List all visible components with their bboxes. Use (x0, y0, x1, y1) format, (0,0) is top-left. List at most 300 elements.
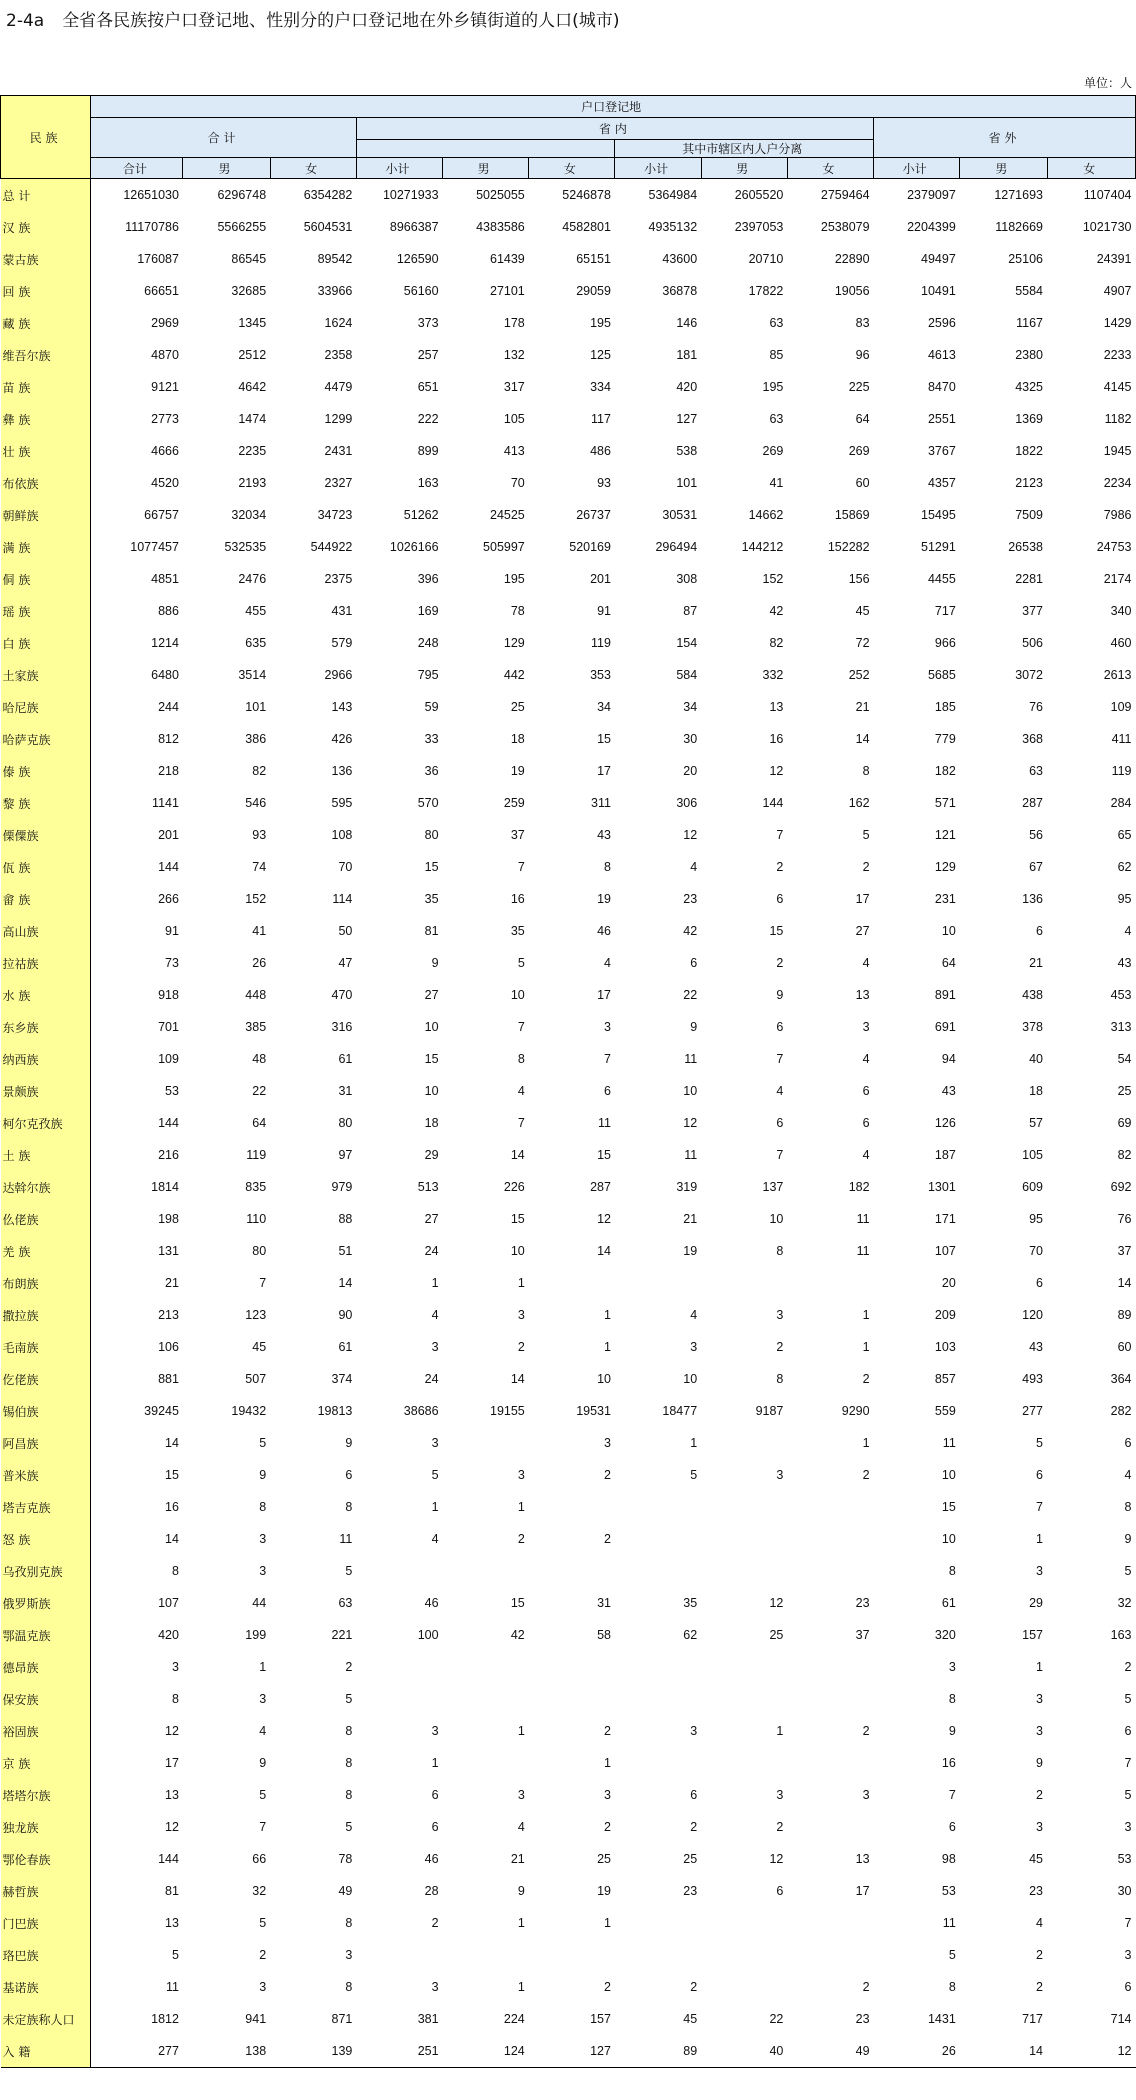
value-cell: 6 (1036, 924, 1043, 938)
value-cell: 23 (683, 1884, 698, 1898)
value-cell: 269 (762, 444, 784, 458)
value-cell: 2235 (238, 444, 267, 458)
value-cell: 121 (934, 828, 956, 842)
value-cell: 72 (855, 636, 870, 650)
table-row (1, 499, 1136, 531)
value-cell: 16 (165, 1500, 179, 1514)
value-cell: 4 (1124, 1468, 1132, 1482)
value-cell: 1812 (151, 2012, 179, 2026)
ethnic-name-cell: 阿昌族 (1, 1427, 91, 1459)
value-cell: 61 (941, 1596, 956, 1610)
value-cell: 570 (417, 796, 439, 810)
value-cell: 3 (517, 1468, 525, 1482)
value-cell: 19155 (490, 1404, 525, 1418)
value-cell: 1299 (324, 412, 353, 426)
table-row (1, 1171, 1136, 1203)
value-cell: 332 (762, 668, 784, 682)
value-cell: 10 (597, 1372, 611, 1386)
value-cell: 144 (762, 796, 784, 810)
table-row (1, 1363, 1136, 1395)
value-cell: 11 (684, 1052, 698, 1066)
value-cell (701, 1747, 787, 1779)
value-cell: 33966 (317, 284, 353, 298)
table-row (1, 243, 1136, 275)
value-cell: 5 (1124, 1788, 1132, 1802)
value-cell: 45 (1029, 1852, 1043, 1866)
value-cell: 2 (776, 860, 784, 874)
value-cell (787, 1555, 873, 1587)
value-cell: 49 (787, 2035, 873, 2068)
value-cell: 2193 (238, 476, 267, 490)
ethnic-name-cell: 撒拉族 (1, 1299, 91, 1331)
value-cell: 26 (874, 2035, 960, 2068)
value-cell: 538 (676, 444, 698, 458)
ethnic-name-cell: 哈萨克族 (1, 723, 91, 755)
value-cell: 886 (158, 604, 179, 618)
value-cell: 82 (769, 636, 784, 650)
value-cell: 110 (246, 1212, 267, 1226)
table-row (1, 1587, 1136, 1619)
value-cell: 109 (158, 1052, 179, 1066)
value-cell: 15 (165, 1468, 179, 1482)
value-cell: 14 (165, 1436, 179, 1450)
value-cell: 31 (338, 1084, 353, 1098)
value-cell: 19432 (231, 1404, 267, 1418)
value-cell: 101 (676, 476, 698, 490)
value-cell: 107 (934, 1244, 956, 1258)
value-cell: 5 (517, 956, 525, 970)
ethnic-name-cell: 蒙古族 (1, 243, 91, 275)
value-cell: 224 (503, 2012, 525, 2026)
table-row (1, 915, 1136, 947)
value-cell: 105 (503, 412, 525, 426)
value-cell: 377 (1022, 604, 1043, 618)
value-cell: 42 (769, 604, 784, 618)
value-cell: 2759464 (820, 188, 870, 202)
value-cell: 584 (676, 668, 698, 682)
value-cell: 10 (424, 1020, 439, 1034)
value-cell: 15869 (834, 508, 870, 522)
value-cell: 2 (431, 1916, 439, 1930)
value-cell: 7 (517, 1020, 525, 1034)
value-cell: 12 (1047, 2035, 1136, 2068)
value-cell: 979 (331, 1180, 353, 1194)
value-cell (529, 1683, 615, 1715)
value-cell (615, 1939, 701, 1971)
ethnic-name-cell: 东乡族 (1, 1011, 91, 1043)
value-cell: 51 (338, 1244, 353, 1258)
value-cell: 163 (1110, 1628, 1132, 1642)
value-cell: 23 (683, 892, 698, 906)
value-cell: 3 (431, 1980, 439, 1994)
value-cell: 195 (503, 572, 525, 586)
value-cell: 2379097 (907, 188, 956, 202)
value-cell: 6354282 (303, 188, 353, 202)
value-cell: 486 (590, 444, 611, 458)
table-row (1, 1427, 1136, 1459)
table-row (1, 1395, 1136, 1427)
value-cell: 25 (1117, 1084, 1132, 1098)
value-cell: 81 (165, 1884, 179, 1898)
value-cell: 11 (684, 1148, 698, 1162)
value-cell (443, 1683, 529, 1715)
ethnic-name-cell: 侗 族 (1, 563, 91, 595)
value-cell: 80 (424, 828, 439, 842)
value-cell: 6 (1036, 1468, 1043, 1482)
value-cell: 10 (510, 988, 525, 1002)
value-cell: 29 (1029, 1596, 1043, 1610)
value-cell: 3 (259, 1532, 267, 1546)
value-cell: 717 (1022, 2012, 1043, 2026)
value-cell: 4383586 (476, 220, 525, 234)
value-cell: 2 (1036, 1788, 1043, 1802)
value-cell: 11 (165, 1980, 179, 1994)
value-cell: 244 (158, 700, 179, 714)
value-cell: 144 (158, 1116, 179, 1130)
value-cell: 123 (245, 1308, 267, 1322)
value-cell: 15 (510, 1596, 525, 1610)
ethnic-name-cell: 佤 族 (1, 851, 91, 883)
value-cell: 2 (517, 1532, 525, 1546)
table-row (1, 403, 1136, 435)
value-cell (701, 1555, 787, 1587)
value-cell: 7 (517, 1116, 525, 1130)
value-cell: 89 (1117, 1308, 1132, 1322)
value-cell: 3 (1036, 1692, 1043, 1706)
value-cell: 18 (510, 732, 525, 746)
value-cell: 6480 (151, 668, 179, 682)
value-cell: 2 (776, 1340, 784, 1354)
value-cell: 5 (431, 1468, 439, 1482)
value-cell: 9 (776, 988, 784, 1002)
ethnic-name-cell: 珞巴族 (1, 1939, 91, 1971)
value-cell (787, 1683, 873, 1715)
value-cell: 29 (424, 1148, 439, 1162)
value-cell: 63 (769, 412, 784, 426)
table-row (1, 1523, 1136, 1555)
value-cell: 1077457 (130, 540, 179, 554)
value-cell: 21 (510, 1852, 525, 1866)
value-cell: 8966387 (389, 220, 439, 234)
value-cell: 420 (676, 380, 698, 394)
value-cell: 56 (1029, 828, 1043, 842)
value-cell: 60 (1117, 1340, 1132, 1354)
value-cell: 1301 (927, 1180, 956, 1194)
value-cell: 2234 (1103, 476, 1132, 490)
col-female: 女 (270, 158, 356, 179)
value-cell: 6 (948, 1820, 956, 1834)
value-cell: 15 (424, 860, 439, 874)
table-row (1, 467, 1136, 499)
value-cell: 5685 (927, 668, 956, 682)
value-cell: 4 (517, 1820, 525, 1834)
value-cell: 14 (855, 732, 870, 746)
value-cell: 66757 (144, 508, 179, 522)
col-subtotal: 小计 (356, 158, 442, 179)
table-row (1, 1619, 1136, 1651)
value-cell: 287 (590, 1180, 611, 1194)
ethnic-name-cell: 毛南族 (1, 1331, 91, 1363)
value-cell: 455 (245, 604, 267, 618)
value-cell: 12 (683, 1116, 698, 1130)
value-cell (787, 1523, 873, 1555)
value-cell: 11 (942, 1916, 956, 1930)
value-cell: 10 (769, 1212, 784, 1226)
value-cell: 319 (676, 1180, 698, 1194)
value-cell: 15 (597, 1148, 611, 1162)
ethnic-name-cell: 瑶 族 (1, 595, 91, 627)
value-cell: 251 (356, 2035, 442, 2068)
value-cell: 209 (934, 1308, 956, 1322)
value-cell: 9 (259, 1756, 267, 1770)
value-cell: 1107404 (1083, 188, 1132, 202)
value-cell: 176087 (137, 252, 179, 266)
value-cell: 438 (1022, 988, 1043, 1002)
value-cell: 7 (1124, 1756, 1132, 1770)
value-cell: 3 (604, 1020, 611, 1034)
value-cell: 97 (338, 1148, 353, 1162)
value-cell: 12 (683, 828, 698, 842)
ethnic-name-cell: 回 族 (1, 275, 91, 307)
value-cell: 2551 (927, 412, 956, 426)
col-male: 男 (960, 158, 1047, 179)
value-cell: 114 (332, 892, 353, 906)
table-row (1, 1043, 1136, 1075)
value-cell: 34 (683, 700, 698, 714)
value-cell: 48 (252, 1052, 267, 1066)
value-cell: 43 (941, 1084, 956, 1098)
unit-label: 单位：人 (1083, 76, 1132, 90)
value-cell: 80 (338, 1116, 353, 1130)
value-cell: 24 (424, 1372, 439, 1386)
value-cell: 609 (1022, 1180, 1043, 1194)
value-cell: 14662 (748, 508, 784, 522)
value-cell: 40 (701, 2035, 787, 2068)
value-cell: 38686 (403, 1404, 439, 1418)
value-cell: 195 (762, 380, 784, 394)
value-cell (356, 1555, 442, 1587)
value-cell: 5 (862, 828, 870, 842)
value-cell: 120 (1022, 1308, 1043, 1322)
value-cell: 411 (1111, 732, 1132, 746)
value-cell: 63 (1029, 764, 1043, 778)
value-cell (701, 1491, 787, 1523)
value-cell: 4 (259, 1724, 267, 1738)
value-cell: 82 (1117, 1148, 1132, 1162)
value-cell: 2 (345, 1660, 353, 1674)
value-cell: 94 (941, 1052, 956, 1066)
value-cell: 453 (1110, 988, 1132, 1002)
value-cell: 7 (1124, 1916, 1132, 1930)
value-cell: 1 (690, 1436, 698, 1450)
value-cell: 1271693 (994, 188, 1043, 202)
value-cell: 257 (417, 348, 439, 362)
ethnic-name-cell: 门巴族 (1, 1907, 91, 1939)
value-cell (787, 1907, 873, 1939)
table-row (1, 1779, 1136, 1811)
value-cell: 420 (158, 1628, 179, 1642)
value-cell (615, 1555, 701, 1587)
value-cell: 32685 (231, 284, 267, 298)
value-cell: 1 (517, 1276, 525, 1290)
value-cell: 15 (510, 1212, 525, 1226)
value-cell: 8 (345, 1980, 353, 1994)
value-cell: 43 (1117, 956, 1132, 970)
value-cell: 8 (345, 1500, 353, 1514)
value-cell: 70 (510, 476, 525, 490)
value-cell: 21 (855, 700, 870, 714)
value-cell: 15 (769, 924, 784, 938)
value-cell: 6 (604, 1084, 611, 1098)
value-cell: 8 (345, 1756, 353, 1770)
value-cell: 93 (252, 828, 267, 842)
ethnic-name-cell: 入 籍 (1, 2035, 91, 2068)
value-cell: 4582801 (562, 220, 611, 234)
value-cell: 63 (769, 316, 784, 330)
value-cell: 4870 (151, 348, 179, 362)
ethnic-name-cell: 土 族 (1, 1139, 91, 1171)
value-cell: 14 (960, 2035, 1047, 2068)
value-cell: 185 (934, 700, 956, 714)
table-row (1, 307, 1136, 339)
value-cell: 51291 (921, 540, 956, 554)
value-cell: 17822 (748, 284, 784, 298)
value-cell: 2 (1036, 1948, 1043, 1962)
value-cell: 4 (862, 956, 870, 970)
value-cell: 3 (517, 1788, 525, 1802)
table-header (1, 96, 1136, 179)
value-cell: 126 (934, 1116, 956, 1130)
value-cell: 579 (331, 636, 353, 650)
value-cell: 78 (510, 604, 525, 618)
value-cell: 139 (270, 2035, 356, 2068)
value-cell: 4613 (927, 348, 956, 362)
value-cell: 396 (417, 572, 439, 586)
value-cell: 53 (165, 1084, 179, 1098)
value-cell: 37 (855, 1628, 870, 1642)
value-cell: 6 (1036, 1276, 1043, 1290)
value-cell: 89 (615, 2035, 701, 2068)
table-row (1, 1811, 1136, 1843)
value-cell: 181 (676, 348, 698, 362)
value-cell: 76 (1117, 1212, 1132, 1226)
total-group-header: 合 计 (91, 118, 357, 158)
value-cell: 30 (1117, 1884, 1132, 1898)
col-subtotal: 小计 (874, 158, 960, 179)
value-cell: 36878 (662, 284, 698, 298)
value-cell: 4851 (151, 572, 179, 586)
value-cell: 7 (776, 1052, 784, 1066)
value-cell: 470 (331, 988, 353, 1002)
value-cell: 18 (424, 1116, 439, 1130)
value-cell: 6 (776, 1020, 784, 1034)
value-cell: 24 (424, 1244, 439, 1258)
value-cell: 1 (517, 1916, 525, 1930)
value-cell: 1 (431, 1276, 439, 1290)
value-cell: 2380 (1015, 348, 1043, 362)
value-cell: 4 (862, 1148, 870, 1162)
value-cell: 78 (338, 1852, 353, 1866)
value-cell: 6 (862, 1084, 870, 1098)
value-cell (529, 1267, 615, 1299)
table-row (1, 275, 1136, 307)
value-cell: 95 (1117, 892, 1132, 906)
table-row (1, 627, 1136, 659)
value-cell: 306 (676, 796, 698, 810)
table-row (1, 1267, 1136, 1299)
value-cell: 2 (604, 1724, 611, 1738)
value-cell: 269 (848, 444, 870, 458)
value-cell: 73 (165, 956, 179, 970)
value-cell: 2281 (1015, 572, 1043, 586)
value-cell: 10 (941, 924, 956, 938)
value-cell: 178 (503, 316, 525, 330)
value-cell: 2 (862, 1724, 870, 1738)
value-cell: 507 (245, 1372, 267, 1386)
ethnic-name-cell: 高山族 (1, 915, 91, 947)
table-row (1, 435, 1136, 467)
value-cell: 3 (776, 1788, 784, 1802)
value-cell: 373 (417, 316, 439, 330)
value-cell: 218 (158, 764, 179, 778)
value-cell: 11170786 (125, 220, 179, 234)
value-cell: 2431 (324, 444, 353, 458)
value-cell: 7 (259, 1820, 267, 1834)
value-cell: 154 (676, 636, 698, 650)
value-cell: 378 (1022, 1020, 1043, 1034)
value-cell: 2 (776, 1820, 784, 1834)
value-cell: 43600 (662, 252, 698, 266)
value-cell: 1021730 (1082, 220, 1132, 234)
value-cell: 138 (183, 2035, 270, 2068)
value-cell: 19 (510, 764, 525, 778)
value-cell (701, 1907, 787, 1939)
value-cell (701, 1939, 787, 1971)
value-cell: 595 (331, 796, 353, 810)
ethnic-name-cell: 独龙族 (1, 1811, 91, 1843)
value-cell: 32 (1117, 1596, 1132, 1610)
col-female: 女 (1047, 158, 1136, 179)
value-cell: 1 (517, 1724, 525, 1738)
value-cell: 5 (345, 1564, 353, 1578)
value-cell: 4 (431, 1308, 439, 1322)
value-cell: 692 (1110, 1180, 1132, 1194)
value-cell: 6 (1124, 1980, 1132, 1994)
value-cell: 3 (604, 1436, 611, 1450)
value-cell: 61 (338, 1052, 353, 1066)
ethnic-name-cell: 德昂族 (1, 1651, 91, 1683)
ethnic-name-cell: 怒 族 (1, 1523, 91, 1555)
col-subtotal: 小计 (615, 158, 701, 179)
value-cell: 62 (683, 1628, 698, 1642)
value-cell: 8 (948, 1564, 956, 1578)
value-cell: 144 (158, 1852, 179, 1866)
value-cell: 259 (503, 796, 525, 810)
value-cell: 65151 (576, 252, 611, 266)
ethnic-name-cell: 未定族称人口 (1, 2003, 91, 2035)
value-cell: 1 (862, 1436, 870, 1450)
ethnic-name-cell: 俄罗斯族 (1, 1587, 91, 1619)
value-cell: 313 (1110, 1020, 1132, 1034)
value-cell: 1 (604, 1340, 611, 1354)
table-row (1, 979, 1136, 1011)
value-cell: 37 (510, 828, 525, 842)
value-cell: 6 (431, 1820, 439, 1834)
value-cell: 49 (338, 1884, 353, 1898)
value-cell: 15495 (921, 508, 956, 522)
value-cell: 460 (1110, 636, 1132, 650)
value-cell: 16 (941, 1756, 956, 1770)
